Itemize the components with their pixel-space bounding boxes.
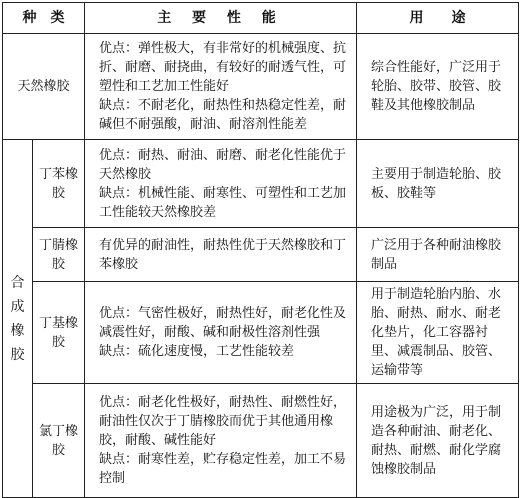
sbr-performance: [85, 140, 357, 228]
synthetic-char-4: 胶: [10, 346, 25, 363]
header-row: [3, 3, 519, 34]
nbr-use: 广泛用于各种耐油橡胶制品: [357, 228, 519, 282]
cr-performance: [85, 384, 357, 498]
synthetic-char-2: 成: [10, 298, 25, 315]
synthetic-rubber-label: [3, 140, 33, 498]
nbr-name: 丁腈橡胶: [33, 228, 85, 282]
table-row-natural: [3, 34, 519, 140]
cr-use: 用途极为广泛，用于制造各种耐油、耐老化、耐热、耐燃、耐化学腐蚀橡胶制品: [357, 384, 519, 498]
table-row-nbr: [3, 228, 519, 282]
table-row-cr: [3, 384, 519, 498]
sbr-name: 丁苯橡胶: [33, 140, 85, 228]
sbr-use: 主要用于制造轮胎、胶板、胶鞋等: [357, 140, 519, 228]
synthetic-char-3: 橡: [10, 322, 25, 339]
cr-name: 氯丁橡胶: [33, 384, 85, 498]
iir-name: 丁基橡胶: [33, 282, 85, 384]
natural-rubber-pros: 优点：弹性极大，有非常好的机械强度、抗折、耐磨、耐挠曲，有较好的耐透气性，可塑性和工艺加工性能好: [99, 41, 347, 94]
iir-cons: 缺点：硫化速度慢，工艺性能较差: [99, 344, 295, 359]
cr-pros: 优点：耐老化性极好，耐热性、耐燃性好，耐油性仅次于丁腈橡胶而优于其他通用橡胶，耐酸、碱性能好: [99, 395, 347, 448]
header-use: 用 途: [357, 3, 519, 34]
natural-rubber-name: 天然橡胶: [3, 34, 85, 140]
rubber-properties-table: [2, 2, 519, 498]
table-row-sbr: [3, 140, 519, 228]
iir-pros: 优点：气密性极好，耐热性好，耐老化性及减震性好，耐酸、碱和耐极性溶剂性强: [99, 306, 347, 340]
natural-rubber-use: 综合性能好，广泛用于轮胎、胶带、胶管、胶鞋及其他橡胶制品: [357, 34, 519, 140]
iir-performance: [85, 282, 357, 384]
nbr-performance: 有优异的耐油性，耐热性优于天然橡胶和丁苯橡胶: [85, 228, 357, 282]
table-row-iir: [3, 282, 519, 384]
sbr-pros: 优点：耐热、耐油、耐磨、耐老化性能优于天然橡胶: [99, 147, 347, 182]
natural-rubber-performance: [85, 34, 357, 140]
natural-rubber-cons: 缺点：不耐老化，耐热性和热稳定性差，耐碱但不耐强酸，耐油、耐溶剂性能差: [99, 98, 347, 132]
header-kind: 种 类: [3, 3, 85, 34]
synthetic-char-1: 合: [10, 274, 25, 291]
iir-use: 用于制造轮胎内胎、水胎、耐热、耐水、耐老化垫片，化工容器衬里、减震制品、胶管、运输带等: [357, 282, 519, 384]
header-performance: 主 要 性 能: [85, 3, 357, 34]
cr-cons: 缺点：耐寒性差，贮存稳定性差，加工不易控制: [99, 452, 347, 486]
sbr-cons: 缺点：机械性能、耐寒性、可塑性和工艺加工性能较天然橡胶差: [99, 185, 347, 220]
